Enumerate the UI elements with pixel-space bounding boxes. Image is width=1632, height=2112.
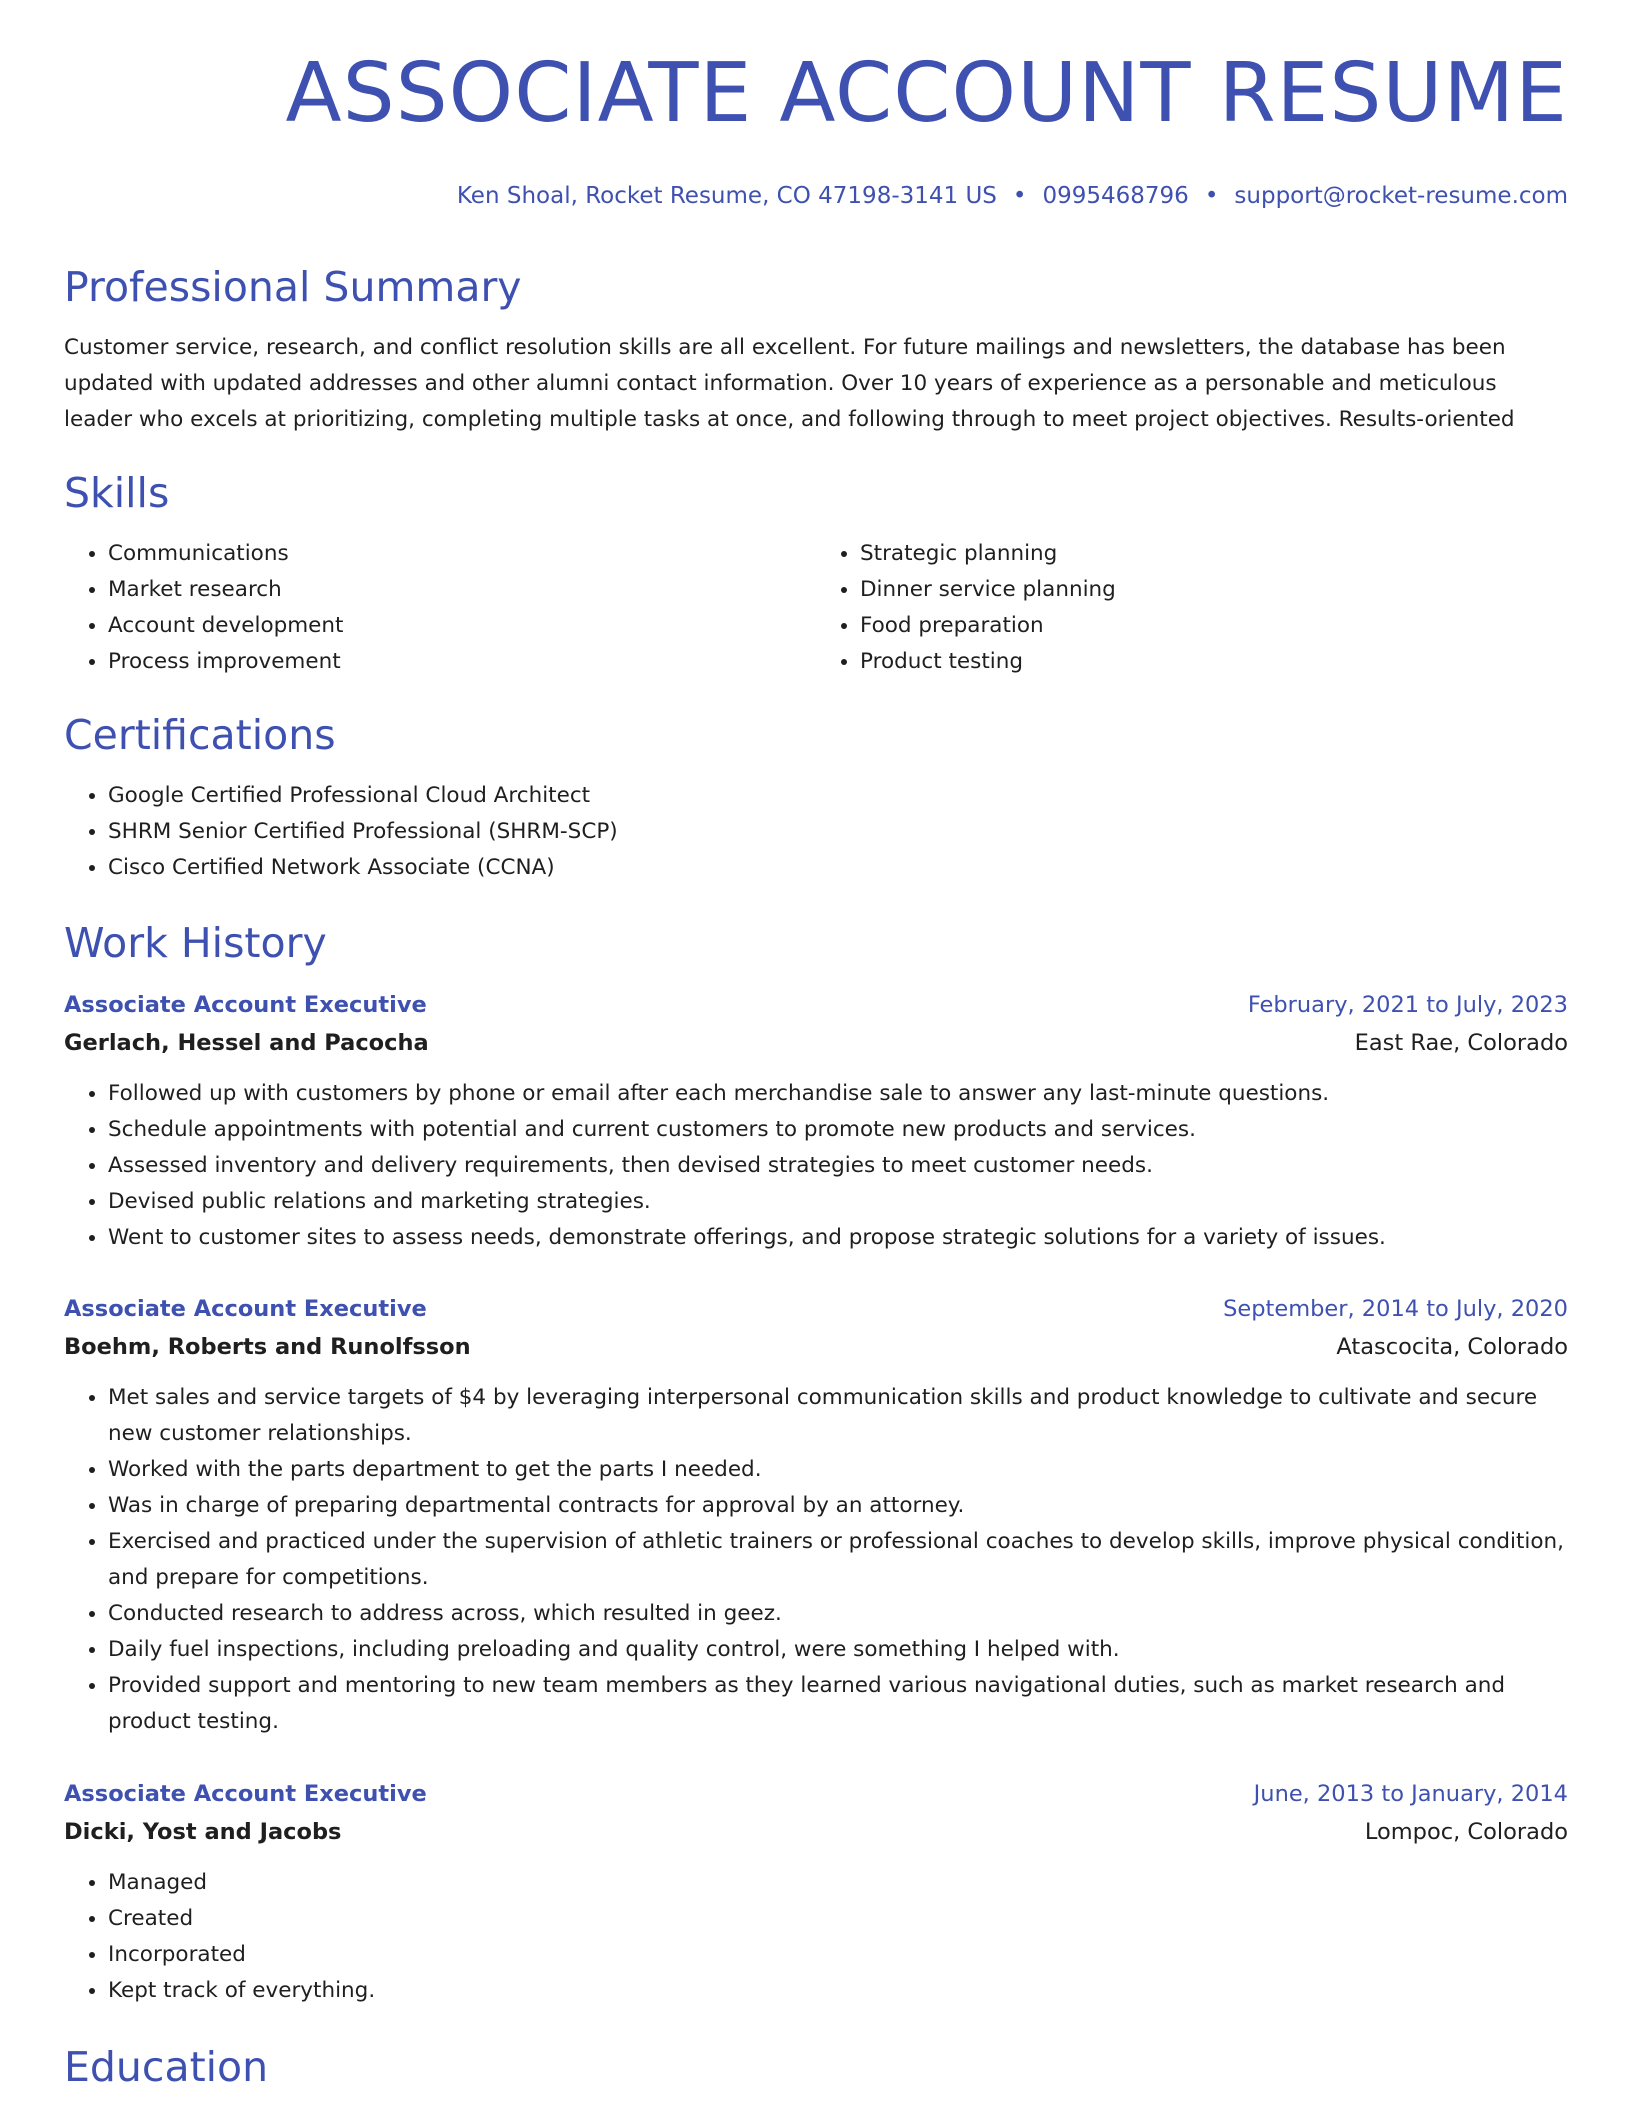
job-company: Gerlach, Hessel and Pacocha (64, 1030, 429, 1056)
job-bullet: • Was in charge of preparing departmental contracts for approval by an attorney. (108, 1488, 1568, 1524)
job-bullet: • Met sales and service targets of $4 by leveraging interpersonal communication skills and product knowledge to cultivate and secure new customer relationships. (108, 1380, 1568, 1452)
job-location: East Rae, Colorado (1354, 1030, 1568, 1056)
skill-item: • Product testing (860, 644, 1568, 680)
job-company: Dicki, Yost and Jacobs (64, 1819, 342, 1845)
job-bullets (64, 1380, 1568, 1740)
job-title: Associate Account Executive (64, 1296, 427, 1322)
job-title: Associate Account Executive (64, 1781, 427, 1807)
education-heading: Education (64, 2043, 269, 2091)
job-bullet: • Worked with the parts department to get the parts I needed. (108, 1452, 1568, 1488)
job-bullet: • Devised public relations and marketing strategies. (108, 1184, 1568, 1220)
job-bullet: • Daily fuel inspections, including preloading and quality control, were something I helped with. (108, 1632, 1568, 1668)
job-subheader (64, 1024, 1568, 1062)
job-bullets (64, 1865, 1568, 2009)
job-bullet: • Assessed inventory and delivery requirements, then devised strategies to meet customer needs. (108, 1148, 1568, 1184)
job-subheader (64, 1813, 1568, 1851)
certifications-list (64, 778, 1568, 886)
certification-item: • Google Certified Professional Cloud Architect (108, 778, 1568, 814)
skill-item: • Market research (108, 572, 816, 608)
skills-list (64, 536, 1568, 680)
contact-address: Ken Shoal, Rocket Resume, CO 47198-3141 US (456, 183, 997, 209)
job-entry (64, 1775, 1568, 2009)
job-bullet: • Managed (108, 1865, 1568, 1901)
skill-item: • Account development (108, 608, 816, 644)
job-bullet: • Provided support and mentoring to new team members as they learned various navigational duties, such as market research and product testing. (108, 1668, 1568, 1740)
job-title: Associate Account Executive (64, 992, 427, 1018)
resume-title: ASSOCIATE ACCOUNT RESUME (285, 46, 1568, 141)
skill-item: • Communications (108, 536, 816, 572)
certification-item: • SHRM Senior Certified Professional (SHRM-SCP) (108, 814, 1568, 850)
contact-phone: 0995468796 (1042, 183, 1189, 209)
job-header (64, 986, 1568, 1024)
certification-item: • Cisco Certified Network Associate (CCNA) (108, 850, 1568, 886)
job-dates: February, 2021 to July, 2023 (1247, 992, 1568, 1018)
contact-email: support@rocket-resume.com (1234, 183, 1568, 209)
job-bullet: • Incorporated (108, 1937, 1568, 1973)
job-bullet: • Created (108, 1901, 1568, 1937)
work-history-heading: Work History (64, 919, 327, 967)
job-bullet: • Followed up with customers by phone or email after each merchandise sale to answer any last-minute questions. (108, 1076, 1568, 1112)
skills-column-left (64, 536, 816, 680)
summary-text: Customer service, research, and conflict resolution skills are all excellent. For future mailings and newsletters, the database has been updated with updated addresses and other alumni contact information. Over 10 years of experience as a personable and meticulous leader who excels at prioritizing, completing multiple tasks at once, and following through to meet project objectives. Results-oriented (64, 335, 1515, 432)
skill-item: • Process improvement (108, 644, 816, 680)
job-dates: September, 2014 to July, 2020 (1223, 1296, 1568, 1322)
job-subheader (64, 1328, 1568, 1366)
job-bullets (64, 1076, 1568, 1256)
job-bullet: • Exercised and practiced under the supervision of athletic trainers or professional coaches to develop skills, improve physical condition, and prepare for competitions. (108, 1524, 1568, 1596)
job-bullet: • Conducted research to address across, which resulted in geez. (108, 1596, 1568, 1632)
skill-item: • Food preparation (860, 608, 1568, 644)
contact-separator: • (1012, 183, 1027, 209)
job-bullet: • Went to customer sites to assess needs, demonstrate offerings, and propose strategic solutions for a variety of issues. (108, 1220, 1568, 1256)
job-header (64, 1290, 1568, 1328)
skills-column-right (816, 536, 1568, 680)
job-dates: June, 2013 to January, 2014 (1253, 1781, 1568, 1807)
job-company: Boehm, Roberts and Runolfsson (64, 1334, 471, 1360)
job-entry (64, 986, 1568, 1256)
job-bullet: • Kept track of everything. (108, 1973, 1568, 2009)
job-location: Atascocita, Colorado (1336, 1334, 1568, 1360)
summary-heading: Professional Summary (64, 263, 522, 311)
skill-item: • Strategic planning (860, 536, 1568, 572)
skills-heading: Skills (64, 469, 170, 517)
skill-item: • Dinner service planning (860, 572, 1568, 608)
job-entry (64, 1290, 1568, 1740)
contact-separator: • (1204, 183, 1219, 209)
job-header (64, 1775, 1568, 1813)
certifications-heading: Certifications (64, 711, 336, 759)
job-location: Lompoc, Colorado (1364, 1819, 1568, 1845)
contact-line (64, 178, 1568, 214)
job-bullet: • Schedule appointments with potential and current customers to promote new products and services. (108, 1112, 1568, 1148)
